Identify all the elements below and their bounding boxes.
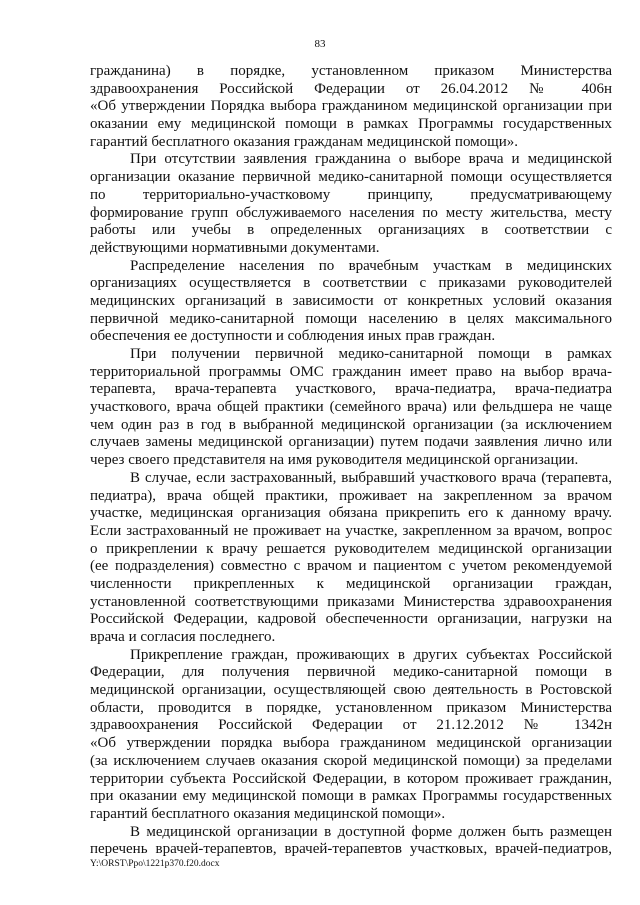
text-line: гарантий бесплатного оказания медицинской помощи». [90,805,446,822]
text-line: гарантий бесплатного оказания гражданам медицинской помощи». [90,133,518,150]
text-line: педиатра), врача общей практики, проживает на закрепленном за врачом [90,487,612,504]
text-line: (ее подразделения) совместно с врачом и пациентом с учетом рекомендуемой [90,558,612,575]
text-line: здравоохранения Российской Федерации от 26.04.2012 № 406н [90,80,612,97]
text-line: численности прикрепленных к медицинской организации граждан, [90,575,612,592]
text-line: работы или учебы в определенных организациях в соответствии с [90,222,612,239]
text-line: Если застрахованный не проживает на участке, закрепленном за врачом, вопрос [90,522,612,539]
text-line: организациях осуществляется в соответствии с приказами руководителей [90,275,612,292]
text-line: первичной медико-санитарной помощи населению в целях максимального [90,310,612,327]
text-line: о прикреплении к врачу решается руководителем медицинской организации [90,540,612,557]
body-text [90,63,612,859]
text-line: обеспечения ее доступности и соблюдения иных прав граждан. [90,328,496,345]
text-line: области, проводится в порядке, установленном приказом Министерства [90,699,612,716]
text-line: гражданина) в порядке, установленном приказом Министерства [90,63,612,79]
text-line: по территориально-участковому принципу, предусматривающему [90,186,612,203]
text-line: при оказании ему медицинской помощи в рамках Программы государственных [90,788,612,805]
text-line: При получении первичной медико-санитарной помощи в рамках [130,346,612,362]
text-line: территории субъекта Российской Федерации, в котором проживает гражданин, [90,770,612,787]
text-line: (за исключением случаев оказания скорой медицинской помощи) за пределами [90,752,612,769]
text-line: врача и согласия последнего. [90,629,276,645]
text-line: В медицинской организации в доступной форме должен быть размещен [130,823,612,840]
text-line: оказании ему медицинской помощи в рамках Программы государственных [90,116,612,133]
text-line: участкового, врача общей практики (семейного врача) или фельдшера не чаще [90,399,612,416]
text-line: чем один раз в год в выбранной медицинской организации (за исключением [90,416,612,433]
text-line: При отсутствии заявления гражданина о выборе врача и медицинской [130,151,612,168]
text-line: здравоохранения Российской Федерации от 21.12.2012 № 1342н [90,717,612,734]
text-line: действующими нормативными документами. [90,239,380,256]
text-line: случаев замены медицинской организации) путем подачи заявления лично или [90,434,612,451]
text-line: Российской Федерации, кадровой обеспеченности организации, нагрузки на [90,611,612,628]
text-line: терапевта, врача-терапевта участкового, врача-педиатра, врача-педиатра [90,381,612,398]
page-number: 83 [314,38,326,50]
footer-file-path: Y:\ORST\Ppo\1221p370.f20.docx [90,859,220,869]
text-line: перечень врачей-терапевтов, врачей-терапевтов участковых, врачей-педиатров, [90,841,612,858]
text-line: Федерации, для получения первичной медико-санитарной помощи в [90,664,612,681]
text-line: медицинской организации, осуществляющей свою деятельность в Ростовской [90,682,612,699]
text-line: медицинских организаций в зависимости от конкретных условий оказания [90,292,612,309]
text-line: через своего представителя на имя руководителя медицинской организации. [90,452,579,469]
text-line: формирование групп обслуживаемого населения по месту жительства, месту [90,204,612,221]
text-line: установленной соответствующими приказами Министерства здравоохранения [90,593,612,610]
text-line: «Об утверждении Порядка выбора гражданином медицинской организации при [90,98,612,115]
text-line: территориальной программы ОМС гражданин имеет право на выбор врача- [90,363,612,380]
text-line: участке, медицинская организация обязана прикрепить его к данному врачу. [90,505,612,522]
text-line: Прикрепление граждан, проживающих в других субъектах Российской [130,646,612,663]
text-line: В случае, если застрахованный, выбравший участкового врача (терапевта, [130,469,612,486]
text-line: «Об утверждении порядка выбора гражданином медицинской организации [90,735,612,752]
text-line: Распределение населения по врачебным участкам в медицинских [130,257,612,274]
text-line: организации оказание первичной медико-санитарной помощи осуществляется [90,169,612,186]
